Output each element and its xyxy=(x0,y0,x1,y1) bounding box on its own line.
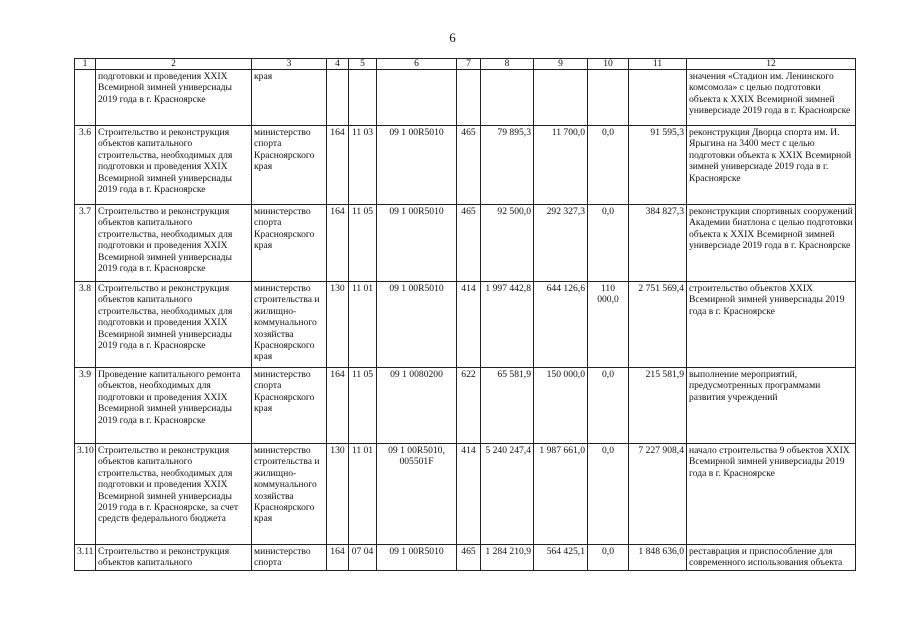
vr-code xyxy=(457,70,481,126)
table-row xyxy=(75,444,856,545)
amount-2018: 150 000,0 xyxy=(534,368,588,444)
grbs-code xyxy=(327,70,349,126)
row-number: 3.11 xyxy=(75,545,96,571)
program-table xyxy=(74,58,856,571)
amount-total: 384 827,3 xyxy=(629,205,687,282)
amount-2018: 1 987 661,0 xyxy=(534,444,588,545)
grbs-code: 130 xyxy=(327,444,349,545)
expected-result: значения «Стадион им. Ленинского комсомола» с целью подготовки объекта к XXIX Всемирной зимней универсиаде 2019 года в г. Красноярске xyxy=(687,70,856,126)
amount-2018: 292 327,3 xyxy=(534,205,588,282)
amount-2017: 92 500,0 xyxy=(481,205,534,282)
table-row xyxy=(75,70,856,126)
administrator: министерство спорта Красноярского края xyxy=(252,368,327,444)
amount-2019: 0,0 xyxy=(588,545,629,571)
vr-code: 465 xyxy=(457,126,481,205)
row-number xyxy=(75,70,96,126)
amount-total xyxy=(629,70,687,126)
csr-code xyxy=(377,70,457,126)
table-row xyxy=(75,545,856,571)
csr-code: 09 1 00R5010, 005501F xyxy=(377,444,457,545)
row-number: 3.7 xyxy=(75,205,96,282)
csr-code: 09 1 00R5010 xyxy=(377,282,457,368)
header-row xyxy=(75,59,856,70)
grbs-code: 164 xyxy=(327,368,349,444)
vr-code: 465 xyxy=(457,545,481,571)
rzpr-code xyxy=(349,70,377,126)
row-number: 3.8 xyxy=(75,282,96,368)
page-number: 6 xyxy=(449,30,456,45)
csr-code: 09 1 00R5010 xyxy=(377,205,457,282)
rzpr-code: 07 04 xyxy=(349,545,377,571)
measure-name: подготовки и проведения XXIX Всемирной зимней универсиады 2019 года в г. Красноярске xyxy=(96,70,252,126)
header-cell: 1 xyxy=(75,59,96,70)
header-cell: 6 xyxy=(377,59,457,70)
amount-2017: 65 581,9 xyxy=(481,368,534,444)
row-number: 3.6 xyxy=(75,126,96,205)
expected-result: начало строительства 9 объектов XXIX Всемирной зимней универсиады 2019 года в г. Красноярске xyxy=(687,444,856,545)
measure-name: Строительство и реконструкция объектов капитального строительства, необходимых для подготовки и проведения XXIX Всемирной зимней универсиады 2019 года в г. Красноярске xyxy=(96,205,252,282)
amount-2017 xyxy=(481,70,534,126)
table-row xyxy=(75,205,856,282)
amount-2017: 5 240 247,4 xyxy=(481,444,534,545)
measure-name: Строительство и реконструкция объектов капитального строительства, необходимых для подготовки и проведения XXIX Всемирной зимней универсиады 2019 года в г. Красноярске, за счет средств федерального бюджета xyxy=(96,444,252,545)
amount-total: 7 227 908,4 xyxy=(629,444,687,545)
grbs-code: 130 xyxy=(327,282,349,368)
amount-2017: 1 284 210,9 xyxy=(481,545,534,571)
grbs-code: 164 xyxy=(327,545,349,571)
measure-name: Строительство и реконструкция объектов капитального строительства, необходимых для подготовки и проведения XXIX Всемирной зимней универсиады 2019 года в г. Красноярске xyxy=(96,282,252,368)
measure-name: Проведение капитального ремонта объектов, необходимых для подготовки и проведения XXIX Всемирной зимней универсиады 2019 года в г. Красноярске xyxy=(96,368,252,444)
header-cell: 10 xyxy=(588,59,629,70)
administrator: края xyxy=(252,70,327,126)
amount-2018 xyxy=(534,70,588,126)
expected-result: реставрация и приспособление для современного использования объекта xyxy=(687,545,856,571)
header-cell: 11 xyxy=(629,59,687,70)
amount-2019: 0,0 xyxy=(588,126,629,205)
rzpr-code: 11 01 xyxy=(349,444,377,545)
rzpr-code: 11 03 xyxy=(349,126,377,205)
amount-total: 2 751 569,4 xyxy=(629,282,687,368)
rzpr-code: 11 01 xyxy=(349,282,377,368)
grbs-code: 164 xyxy=(327,126,349,205)
csr-code: 09 1 00R5010 xyxy=(377,126,457,205)
amount-total: 215 581,9 xyxy=(629,368,687,444)
amount-2018: 11 700,0 xyxy=(534,126,588,205)
header-cell: 5 xyxy=(349,59,377,70)
table-row xyxy=(75,282,856,368)
table-row xyxy=(75,368,856,444)
grbs-code: 164 xyxy=(327,205,349,282)
csr-code: 09 1 00R5010 xyxy=(377,545,457,571)
rzpr-code: 11 05 xyxy=(349,368,377,444)
amount-total: 1 848 636,0 xyxy=(629,545,687,571)
table-row xyxy=(75,126,856,205)
amount-2019: 0,0 xyxy=(588,444,629,545)
expected-result: реконструкция Дворца спорта им. И. Ярыгина на 3400 мест с целью подготовки объекта к XXIX Всемирной зимней универсиаде 2019 года в г. Красноярске xyxy=(687,126,856,205)
expected-result: реконструкция спортивных сооружений Академии биатлона с целью подготовки объекта к XXIX Всемирной зимней универсиаде 2019 года в г. Красноярске xyxy=(687,205,856,282)
amount-2017: 79 895,3 xyxy=(481,126,534,205)
amount-2019: 0,0 xyxy=(588,368,629,444)
header-cell: 12 xyxy=(687,59,856,70)
amount-total: 91 595,3 xyxy=(629,126,687,205)
measure-name: Строительство и реконструкция объектов капитального строительства, необходимых для подготовки и проведения XXIX Всемирной зимней универсиады 2019 года в г. Красноярске xyxy=(96,126,252,205)
administrator: министерство спорта Красноярского края xyxy=(252,205,327,282)
amount-2018: 564 425,1 xyxy=(534,545,588,571)
expected-result: строительство объектов XXIX Всемирной зимней универсиады 2019 года в г. Красноярске xyxy=(687,282,856,368)
amount-2019: 0,0 xyxy=(588,205,629,282)
vr-code: 622 xyxy=(457,368,481,444)
header-cell: 3 xyxy=(252,59,327,70)
header-cell: 2 xyxy=(96,59,252,70)
vr-code: 414 xyxy=(457,444,481,545)
expected-result: выполнение мероприятий, предусмотренных программами развития учреждений xyxy=(687,368,856,444)
administrator: министерство спорта xyxy=(252,545,327,571)
administrator: министерство строительства и жилищно-коммунального хозяйства Красноярского края xyxy=(252,282,327,368)
amount-2017: 1 997 442,8 xyxy=(481,282,534,368)
administrator: министерство спорта Красноярского края xyxy=(252,126,327,205)
amount-2019: 110 000,0 xyxy=(588,282,629,368)
measure-name: Строительство и реконструкция объектов капитального xyxy=(96,545,252,571)
vr-code: 465 xyxy=(457,205,481,282)
header-cell: 7 xyxy=(457,59,481,70)
amount-2018: 644 126,6 xyxy=(534,282,588,368)
amount-2019 xyxy=(588,70,629,126)
vr-code: 414 xyxy=(457,282,481,368)
header-cell: 9 xyxy=(534,59,588,70)
header-cell: 4 xyxy=(327,59,349,70)
header-cell: 8 xyxy=(481,59,534,70)
row-number: 3.9 xyxy=(75,368,96,444)
csr-code: 09 1 0080200 xyxy=(377,368,457,444)
row-number: 3.10 xyxy=(75,444,96,545)
administrator: министерство строительства и жилищно-коммунального хозяйства Красноярского края xyxy=(252,444,327,545)
rzpr-code: 11 05 xyxy=(349,205,377,282)
